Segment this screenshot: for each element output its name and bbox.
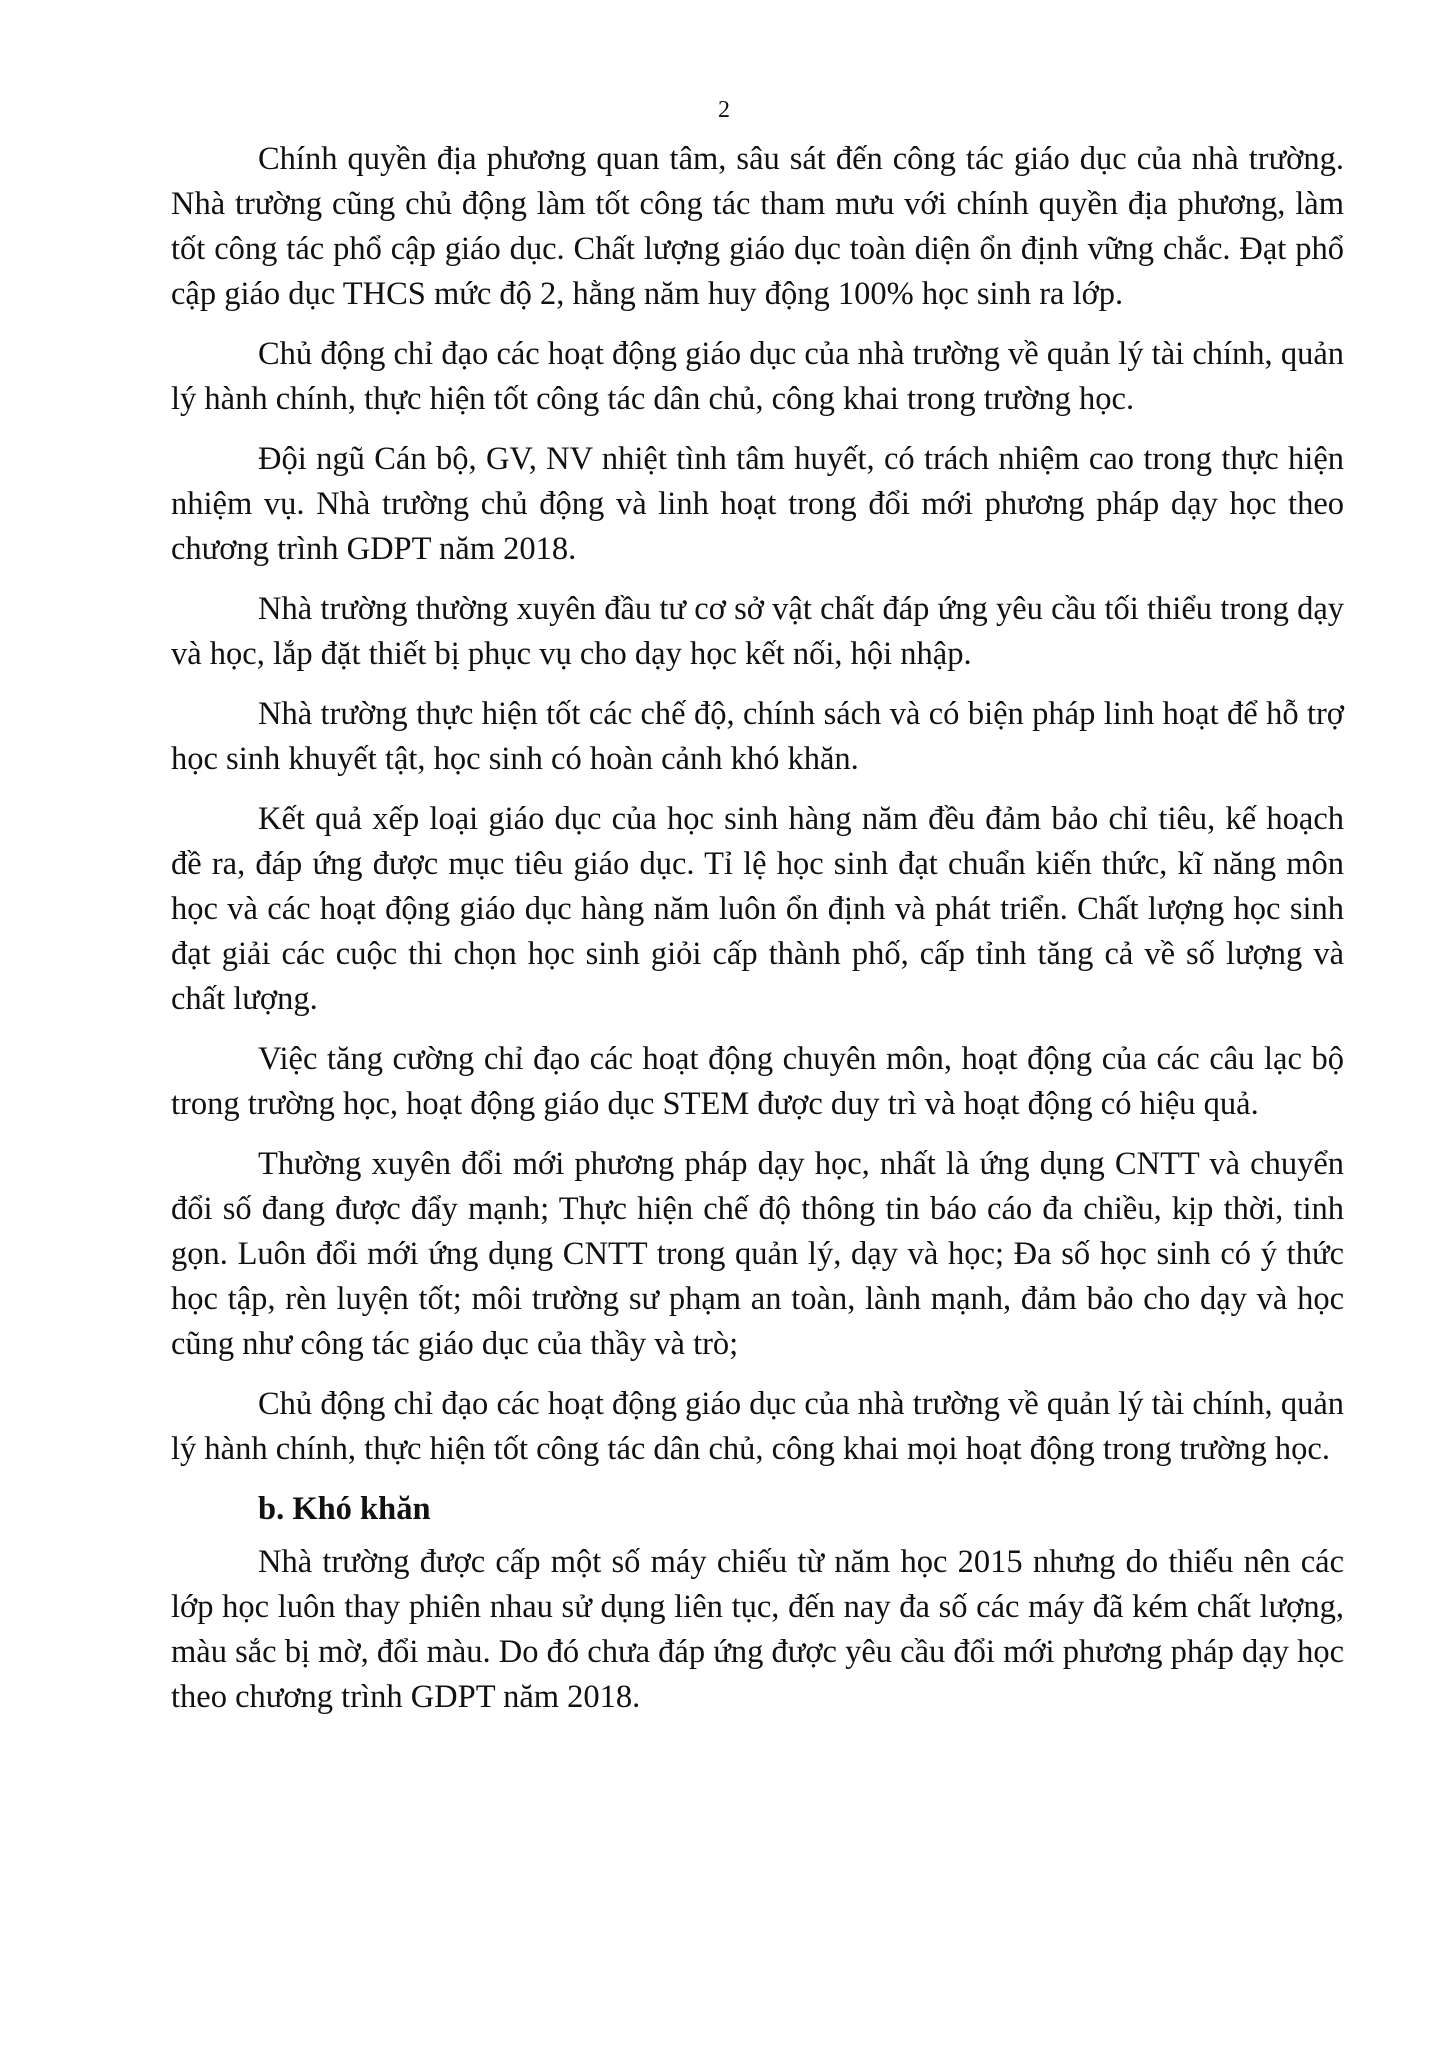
page-number: 2 [718, 97, 730, 123]
paragraph-facilities-investment: Nhà trường thường xuyên đầu tư cơ sở vật chất đáp ứng yêu cầu tối thiểu trong dạy và học, lắp đặt thiết bị phục vụ cho dạy học kết nối, hội nhập. [171, 591, 1344, 672]
paragraph-student-results: Kết quả xếp loại giáo dục của học sinh hàng năm đều đảm bảo chỉ tiêu, kế hoạch đề ra, đáp ứng được mục tiêu giáo dục. Tỉ lệ học sinh đạt chuẩn kiến thức, kĩ năng môn học và các hoạt động giáo dục hàng năm luôn ổn định và phát triển. Chất lượng học sinh đạt giải các cuộc thi chọn học sinh giỏi cấp thành phố, cấp tỉnh tăng cả về số lượng và chất lượng. [171, 801, 1344, 1017]
paragraph-staff-dedication: Đội ngũ Cán bộ, GV, NV nhiệt tình tâm huyết, có trách nhiệm cao trong thực hiện nhiệm vụ. Nhà trường chủ động và linh hoạt trong đổi mới phương pháp dạy học theo chương trình GDPT năm 2018. [171, 441, 1344, 567]
document-body [171, 137, 1344, 1735]
paragraph-financial-administrative-management: Chủ động chỉ đạo các hoạt động giáo dục của nhà trường về quản lý tài chính, quản lý hành chính, thực hiện tốt công tác dân chủ, công khai trong trường học. [171, 336, 1344, 417]
paragraph-management-transparency: Chủ động chỉ đạo các hoạt động giáo dục của nhà trường về quản lý tài chính, quản lý hành chính, thực hiện tốt công tác dân chủ, công khai mọi hoạt động trong trường học. [171, 1386, 1344, 1467]
paragraph-student-support-policies: Nhà trường thực hiện tốt các chế độ, chính sách và có biện pháp linh hoạt để hỗ trợ học sinh khuyết tật, học sinh có hoàn cảnh khó khăn. [171, 696, 1344, 777]
paragraph-professional-activities: Việc tăng cường chỉ đạo các hoạt động chuyên môn, hoạt động của các câu lạc bộ trong trường học, hoạt động giáo dục STEM được duy trì và hoạt động có hiệu quả. [171, 1041, 1344, 1122]
paragraph-projector-shortage: Nhà trường được cấp một số máy chiếu từ năm học 2015 nhưng do thiếu nên các lớp học luôn thay phiên nhau sử dụng liên tục, đến nay đa số các máy đã kém chất lượng, màu sắc bị mờ, đổi màu. Do đó chưa đáp ứng được yêu cầu đổi mới phương pháp dạy học theo chương trình GDPT năm 2018. [171, 1544, 1344, 1715]
paragraph-local-government-support: Chính quyền địa phương quan tâm, sâu sát đến công tác giáo dục của nhà trường. Nhà trường cũng chủ động làm tốt công tác tham mưu với chính quyền địa phương, làm tốt công tác phổ cập giáo dục. Chất lượng giáo dục toàn diện ổn định vững chắc. Đạt phổ cập giáo dục THCS mức độ 2, hằng năm huy động 100% học sinh ra lớp. [171, 141, 1344, 312]
paragraph-teaching-innovation: Thường xuyên đổi mới phương pháp dạy học, nhất là ứng dụng CNTT và chuyển đổi số đang được đẩy mạnh; Thực hiện chế độ thông tin báo cáo đa chiều, kịp thời, tinh gọn. Luôn đổi mới ứng dụng CNTT trong quản lý, dạy và học; Đa số học sinh có ý thức học tập, rèn luyện tốt; môi trường sư phạm an toàn, lành mạnh, đảm bảo cho dạy và học cũng như công tác giáo dục của thầy và trò; [171, 1146, 1344, 1362]
section-heading-difficulties: b. Khó khăn [258, 1491, 431, 1527]
